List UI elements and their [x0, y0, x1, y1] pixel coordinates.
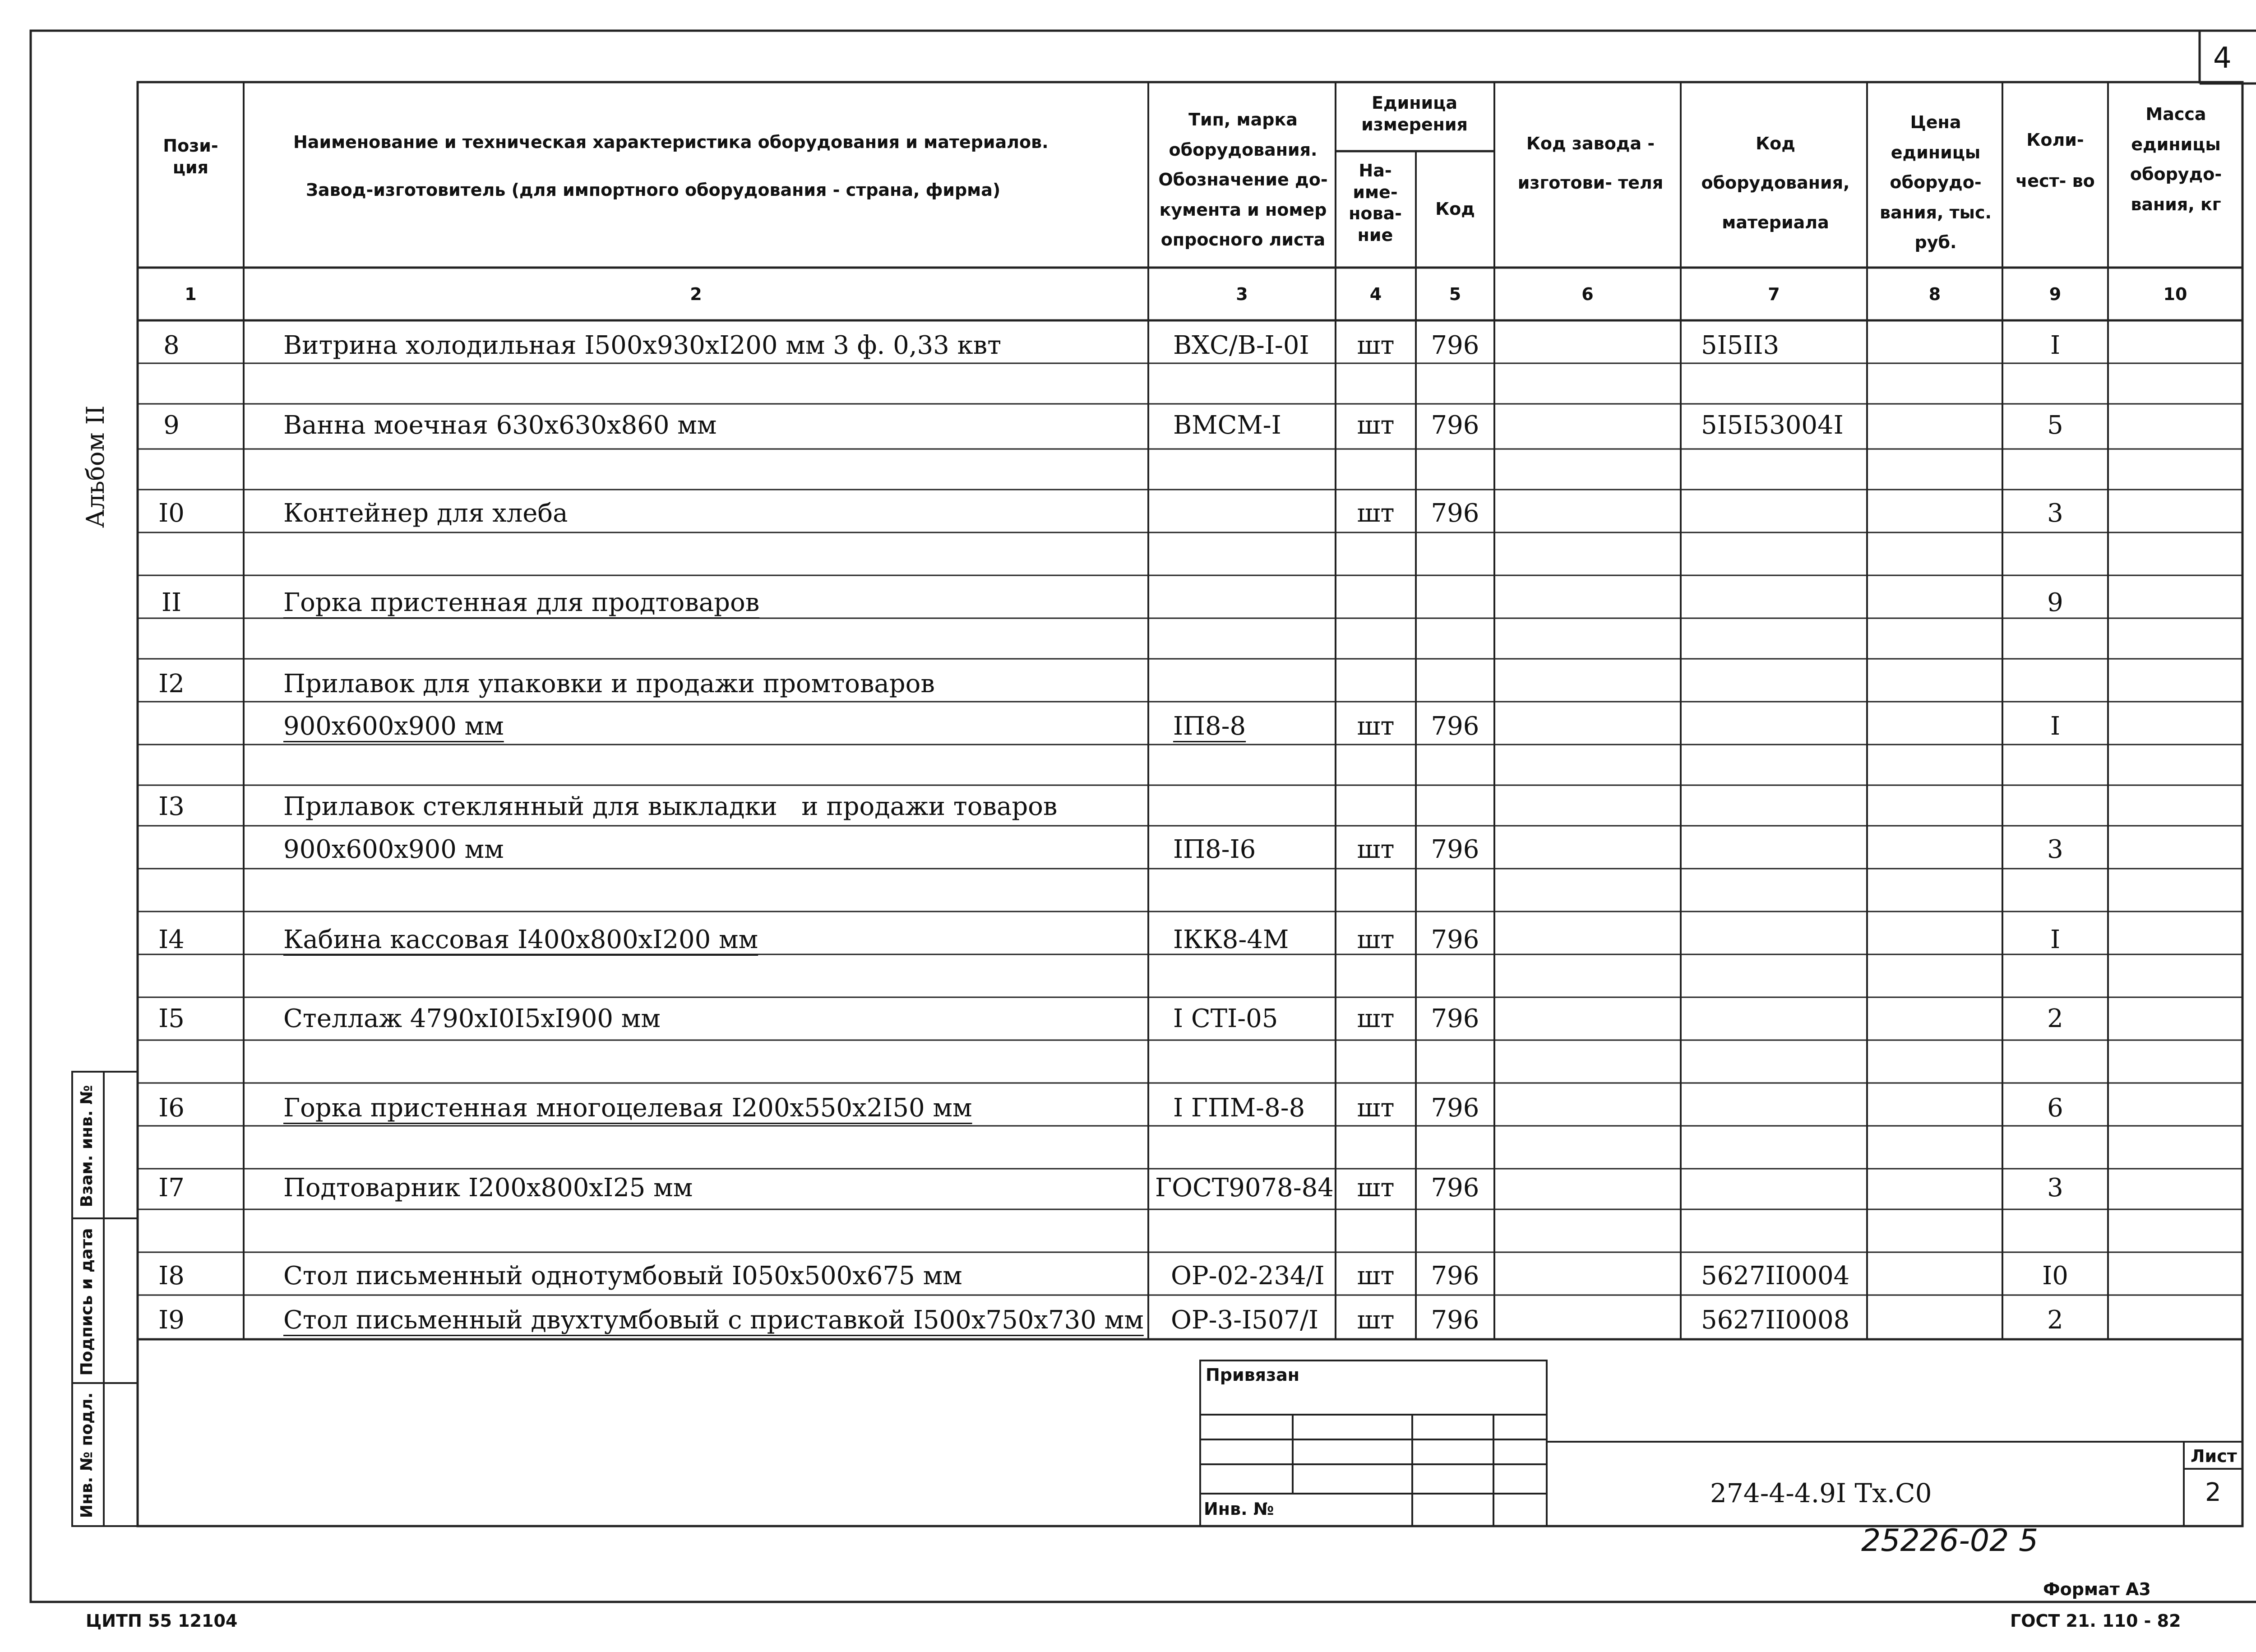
footer-format: Формат А3: [2043, 1579, 2151, 1599]
header-factory-code: Код завода - изготови- теля: [1517, 134, 1664, 193]
row-unit-code: 796: [1431, 835, 1479, 864]
row-unit: шт: [1357, 331, 1395, 360]
row-quantity: I0: [2042, 1261, 2068, 1291]
row-unit: шт: [1357, 1173, 1395, 1203]
page-number: 4: [2213, 42, 2232, 75]
row-name: Контейнер для хлеба: [283, 499, 568, 528]
header-equipment-code: Код оборудования, материала: [1701, 134, 1850, 232]
col-number: 5: [1449, 284, 1461, 304]
row-position: I8: [158, 1261, 185, 1291]
row-equipment-code: 5627II0008: [1701, 1305, 1850, 1335]
row-position: I6: [158, 1093, 185, 1123]
row-type: IП8-8: [1173, 712, 1246, 741]
row-equipment-code: 5627II0004: [1701, 1261, 1850, 1291]
row-unit: шт: [1357, 411, 1395, 440]
row-position: I3: [158, 792, 185, 821]
row-position: I4: [158, 925, 185, 954]
col-number: 2: [690, 284, 702, 304]
row-unit: шт: [1357, 835, 1395, 864]
row-unit-code: 796: [1431, 411, 1479, 440]
row-unit: шт: [1357, 1261, 1395, 1291]
header-quantity: Коли- чест- во: [2016, 130, 2095, 191]
row-equipment-code: 5I5I53004I: [1701, 411, 1844, 440]
row-type: I ГПМ-8-8: [1173, 1093, 1305, 1123]
row-name: Стол письменный однотумбовый I050x500x675 мм: [283, 1261, 962, 1291]
album-label: Альбом II: [81, 405, 110, 528]
col-number: 3: [1236, 284, 1248, 304]
row-type: ОР-02-234/I: [1171, 1261, 1325, 1291]
stamp-inv-label: Инв. №: [1204, 1499, 1274, 1519]
row-type: IКК8-4М: [1173, 925, 1289, 954]
header-price: Цена единицы оборудо- вания, тыс. руб.: [1880, 112, 1992, 252]
header-mass: Масса единицы оборудо- вания, кг: [2130, 104, 2222, 214]
header-name-line1: Наименование и техническая характеристика оборудования и материалов.: [293, 132, 1049, 152]
row-unit: шт: [1357, 925, 1395, 954]
header-unit-code: Код: [1435, 199, 1475, 219]
row-unit: шт: [1357, 1093, 1395, 1123]
row-position: I2: [158, 669, 185, 699]
row-type: ВХС/В-I-0I: [1173, 331, 1309, 360]
row-unit: шт: [1357, 499, 1395, 528]
row-name-continued: 900x600x900 мм: [283, 835, 504, 864]
row-position: I0: [158, 499, 185, 528]
col-number: 8: [1928, 284, 1941, 304]
row-name: Ванна моечная 630x630x860 мм: [283, 411, 717, 440]
col-number: 4: [1369, 284, 1382, 304]
row-name: Горка пристенная для продтоваров: [283, 588, 760, 617]
row-position: 9: [163, 411, 180, 440]
col-number: 7: [1768, 284, 1780, 304]
document-code: 274-4-4.9I Тх.С0: [1710, 1478, 1932, 1509]
row-quantity: I: [2050, 712, 2061, 741]
stamp-original-inv: Инв. № подл.: [78, 1392, 96, 1518]
row-name: Прилавок стеклянный для выкладки и продажи товаров: [283, 792, 1058, 821]
row-type: I СТI-05: [1173, 1004, 1278, 1033]
row-unit-code: 796: [1431, 712, 1479, 741]
row-position: I7: [158, 1173, 185, 1203]
stamp-signature-date: Подпись и дата: [78, 1228, 96, 1376]
col-number: 9: [2049, 284, 2062, 304]
row-quantity: I: [2050, 925, 2061, 954]
row-quantity: 2: [2047, 1004, 2063, 1033]
footer-left-code: ЦИТП 55 12104: [86, 1611, 238, 1631]
row-type: ВМСМ-I: [1173, 411, 1281, 440]
header-unit-name: На- име- нова- ние: [1349, 161, 1402, 245]
row-position: II: [161, 588, 182, 617]
row-position: I5: [158, 1004, 185, 1033]
footer-gost: ГОСТ 21. 110 - 82: [2010, 1611, 2181, 1631]
row-quantity: 3: [2047, 1173, 2063, 1203]
row-position: I9: [158, 1305, 185, 1335]
row-unit-code: 796: [1431, 1004, 1479, 1033]
row-quantity: 6: [2047, 1093, 2063, 1123]
row-unit-code: 796: [1431, 1173, 1479, 1203]
header-name-line2: Завод-изготовитель (для импортного оборудования - страна, фирма): [306, 180, 1001, 200]
sheet-label: Лист: [2191, 1446, 2237, 1466]
row-quantity: 9: [2047, 588, 2063, 617]
row-unit-code: 796: [1431, 331, 1479, 360]
sheet-number: 2: [2205, 1478, 2221, 1507]
row-name: Подтоварник I200x800xI25 мм: [283, 1173, 693, 1203]
col-number: 10: [2163, 284, 2187, 304]
row-quantity: 5: [2047, 411, 2063, 440]
row-unit: шт: [1357, 1305, 1395, 1335]
header-unit-group: Единица измерения: [1361, 93, 1468, 134]
row-quantity: 2: [2047, 1305, 2063, 1335]
row-position: 8: [163, 331, 180, 360]
row-unit-code: 796: [1431, 1305, 1479, 1335]
row-unit-code: 796: [1431, 499, 1479, 528]
row-name: Стол письменный двухтумбовый с приставкой I500x750x730 мм: [283, 1305, 1144, 1335]
stamp-bound-label: Привязан: [1206, 1365, 1300, 1385]
row-type: IП8-I6: [1173, 835, 1256, 864]
row-name: Кабина кассовая I400x800xI200 мм: [283, 925, 758, 954]
row-quantity: 3: [2047, 835, 2063, 864]
row-quantity: I: [2050, 331, 2061, 360]
header-position: Пози- ция: [163, 136, 218, 177]
col-number: 1: [185, 284, 197, 304]
row-name: Горка пристенная многоцелевая I200x550x2I50 мм: [283, 1093, 972, 1123]
row-name: Стеллаж 4790xI0I5xI900 мм: [283, 1004, 661, 1033]
row-unit-code: 796: [1431, 1093, 1479, 1123]
row-type: ГОСТ9078-84: [1155, 1173, 1334, 1203]
header-type: Тип, марка оборудования. Обозначение до- кумента и номер опросного листа: [1158, 110, 1328, 250]
row-unit: шт: [1357, 1004, 1395, 1033]
col-number: 6: [1581, 284, 1594, 304]
row-unit: шт: [1357, 712, 1395, 741]
row-equipment-code: 5I5II3: [1701, 331, 1780, 360]
row-type: ОР-3-I507/I: [1171, 1305, 1319, 1335]
row-name-continued: 900x600x900 мм: [283, 712, 504, 741]
row-name: Витрина холодильная I500x930xI200 мм 3 ф. 0,33 квт: [283, 331, 1002, 360]
row-unit-code: 796: [1431, 1261, 1479, 1291]
stamp-replace-inv: Взам. инв. №: [78, 1085, 96, 1208]
row-unit-code: 796: [1431, 925, 1479, 954]
row-name: Прилавок для упаковки и продажи промтоваров: [283, 669, 935, 699]
handwritten-number: 25226-02 5: [1861, 1523, 2039, 1559]
row-quantity: 3: [2047, 499, 2063, 528]
